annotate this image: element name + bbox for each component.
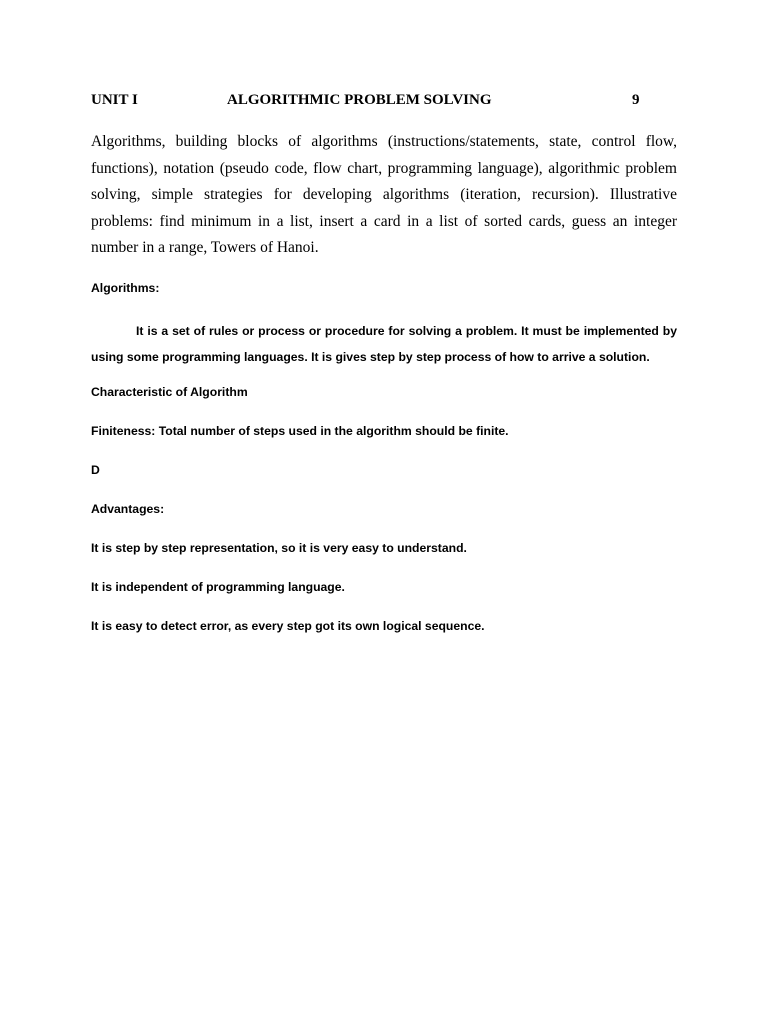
- syllabus-paragraph: Algorithms, building blocks of algorithms (instructions/statements, state, control flow, functions), notation (pseudo code, flow chart, programming language), algorithmic problem solving, simple strategies for developing algorithms (iteration, recursion). Illustrative problems: find minimum in a list, insert a card in a list of sorted cards, guess an integer number in a range, Towers of Hanoi.: [91, 133, 677, 256]
- advantage-item: It is independent of programming language.: [91, 580, 345, 594]
- advantage-item: It is step by step representation, so it is very easy to understand.: [91, 541, 467, 555]
- page-header: [91, 92, 677, 114]
- unit-title: ALGORITHMIC PROBLEM SOLVING: [227, 92, 492, 108]
- page-number: 9: [632, 92, 640, 108]
- d-line: D: [91, 463, 100, 477]
- characteristic-heading: Characteristic of Algorithm: [91, 385, 248, 399]
- algorithms-heading: Algorithms:: [91, 281, 160, 295]
- advantages-heading: Advantages:: [91, 502, 165, 516]
- unit-label: UNIT I: [91, 92, 138, 108]
- advantage-item: It is easy to detect error, as every step got its own logical sequence.: [91, 619, 485, 633]
- finiteness-line: Finiteness: Total number of steps used in the algorithm should be finite.: [91, 424, 509, 438]
- algorithm-definition: It is a set of rules or process or procedure for solving a problem. It must be implemented by using some programming languages. It is gives step by step process of how to arrive a solution.: [91, 324, 677, 364]
